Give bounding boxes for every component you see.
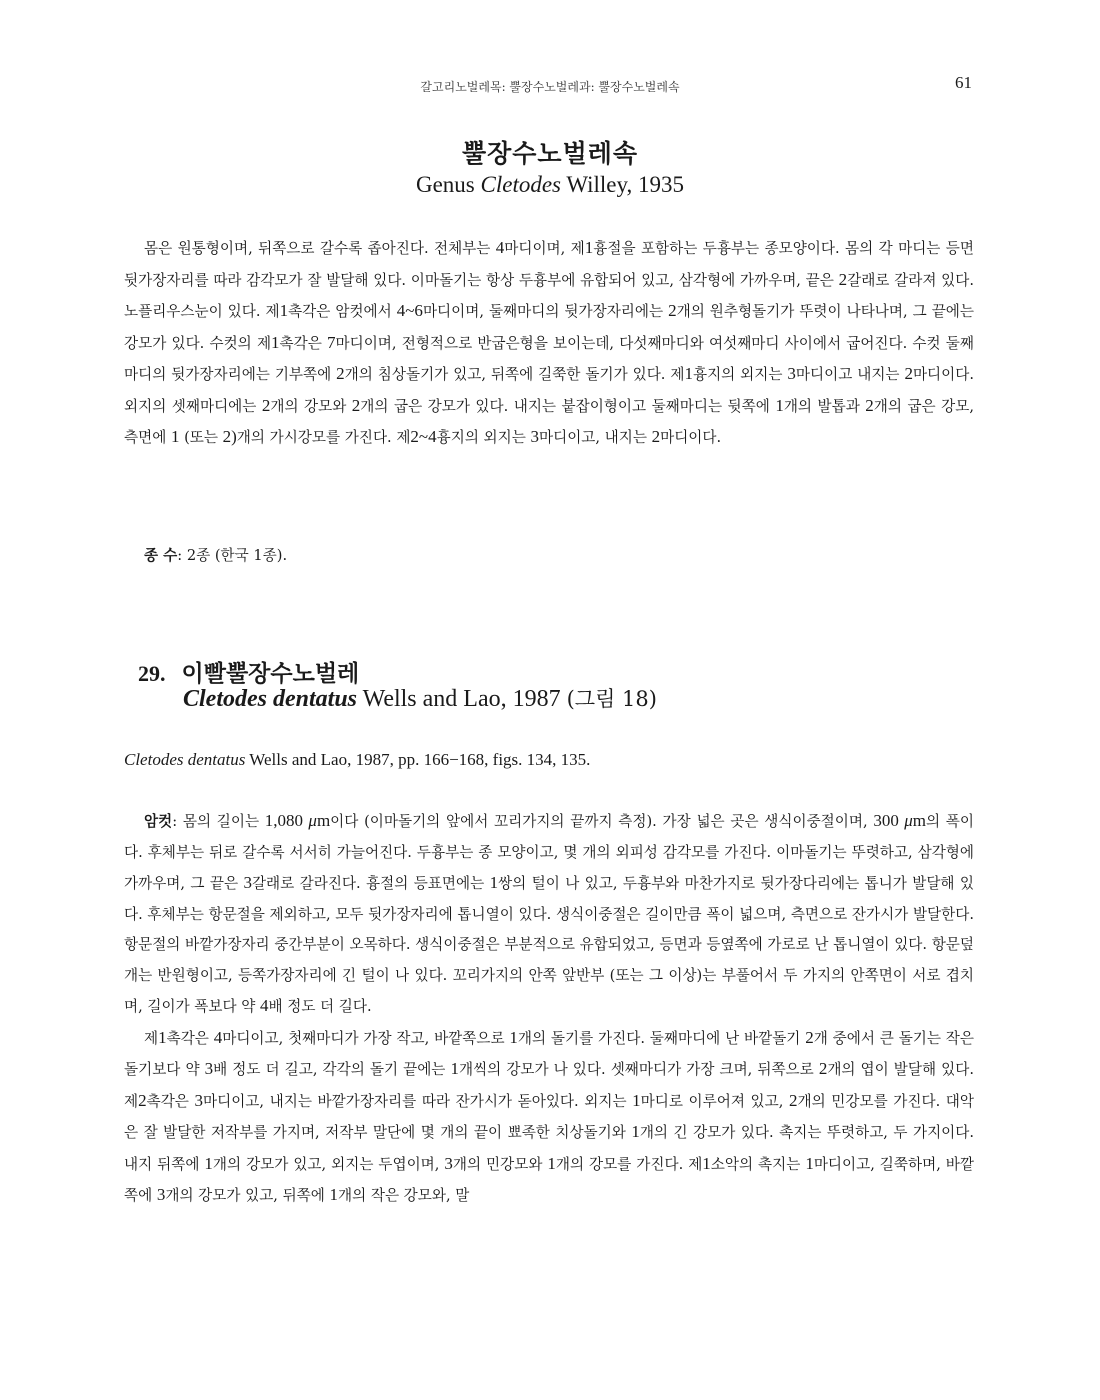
female-description — [124, 806, 974, 1212]
latin-numeral: 2 — [351, 395, 361, 415]
latin-numeral: 1 — [684, 364, 693, 383]
latin-numeral: 4~6 — [396, 301, 423, 320]
latin-numeral: 2 — [865, 395, 874, 415]
latin-numeral: 1 — [702, 1153, 711, 1173]
latin-numeral: 2 — [668, 301, 677, 320]
latin-numeral: 1 — [170, 427, 180, 446]
latin-numeral: m — [316, 811, 331, 830]
species-latin-heading — [183, 683, 657, 713]
micro-symbol: μ — [308, 811, 317, 830]
female-text: : 몸의 길이는 1,080 μm이다 (이마돌기의 앞에서 꼬리가지의 끝까지 측정). 가장 넓은 곳은 생식이중절이며, 300 μm의 폭이다. 후체부는 뒤로 갈수록 서서히 가늘어진다. 두흉부는 종 모양이고, 몇 개의 외피성 감각모를 가진다. 이마돌기는 뚜렷하고, 삼각형에 가까우며, 그 끝은 3갈래로 갈라진다. 흉절의 등표면에는 1쌍의 털이 나 있고, 두흉부와 마찬가지로 뒷가장다리에는 톱니가 발달해 있다. 후체부는 항문절을 제외하고, 모두 뒷가장자리에 톱니열이 있다. 생식이중절은 길이만큼 폭이 넓으며, 측면으로 잔가시가 발달한다. 항문절의 바깥가장자리 중간부분이 오목하다. 생식이중절은 부분적으로 유합되었고, 등면과 등옆쪽에 가로로 난 톱니열이 있다. 항문덮개는 반원형이고, 등쪽가장자리에 긴 털이 나 있다. 꼬리가지의 안쪽 앞반부 (또는 그 이상)는 부풀어서 두 가지의 안쪽면이 서로 겹치며, 길이가 폭보다 약 4배 정도 더 길다. — [124, 811, 975, 1015]
figure-reference: (그림 18) — [566, 687, 657, 711]
latin-numeral: 3 — [194, 1090, 204, 1110]
latin-numeral: 2 — [904, 364, 913, 383]
latin-numeral: m — [912, 811, 926, 830]
species-latin-name: Cletodes dentatus — [183, 686, 358, 712]
latin-numeral: 2~4 — [410, 427, 437, 446]
latin-numeral: 3 — [204, 1059, 214, 1078]
running-header: 갈고리노벌레목: 뿔장수노벌레과: 뿔장수노벌레속 — [420, 80, 680, 94]
citation-details: Wells and Lao, 1987, pp. 166−168, figs. 134, 135. — [245, 750, 591, 769]
latin-numeral: 4 — [259, 996, 269, 1015]
latin-numeral: 2 — [336, 364, 345, 383]
species-number: 29. — [138, 661, 166, 686]
citation-name: Cletodes dentatus — [124, 750, 246, 769]
latin-numeral: 1 — [547, 1153, 556, 1173]
latin-numeral: 1 — [632, 1090, 641, 1110]
latin-numeral: 1 — [271, 332, 280, 352]
latin-numeral: 2 — [805, 1027, 814, 1047]
genus-description-paragraph: 몸은 원통형이며, 뒤쪽으로 갈수록 좁아진다. 전체부는 4마디이며, 제1흉절을 포함하는 두흉부는 종모양이다. 몸의 각 마디는 등면 뒷가장자리를 따라 감각모가 잘 발달해 있다. 이마돌기는 항상 두흉부에 유합되어 있고, 삼각형에 가까우며, 끝은 2갈래로 갈라져 있다. 노플리우스눈이 있다. 제1촉각은 암컷에서 4~6마디이며, 둘째마디의 뒷가장자리에는 2개의 원추형돌기가 뚜렷이 나타나며, 그 끝에는 강모가 있다. 수컷의 제1촉각은 7마디이며, 전형적으로 반굽은형을 보이는데, 다섯째마디와 여섯째마디 사이에서 굽어진다. 수컷 둘째마디의 뒷가장자리에는 기부쪽에 2개의 침상돌기가 있고, 뒤쪽에 길쭉한 돌기가 있다. 제1흉지의 외지는 3마디이고 내지는 2마디이다. 외지의 셋째마디에는 2개의 강모와 2개의 굽은 강모가 있다. 내지는 붙잡이형이고 둘째마디는 뒷쪽에 1개의 발톱과 2개의 굽은 강모, 측면에 1 (또는 2)개의 가시강모를 가진다. 제2~4흉지의 외지는 3마디이고, 내지는 2마디이다. — [124, 238, 975, 446]
genus-latin-title — [0, 172, 1100, 198]
latin-numeral: 1 — [450, 1059, 459, 1078]
latin-numeral: 1 — [489, 873, 499, 892]
genus-latin-name: Cletodes — [480, 172, 561, 197]
latin-numeral: 1 — [509, 1027, 518, 1047]
species-korean-name: 이빨뿔장수노벌레 — [181, 661, 360, 687]
latin-numeral: 4 — [495, 238, 505, 257]
latin-numeral: 1 — [584, 238, 594, 257]
latin-numeral: 1 — [805, 1153, 814, 1173]
appendage-paragraph: 제1촉각은 4마디이고, 첫째마디가 가장 작고, 바깥쪽으로 1개의 돌기를 가진다. 둘째마디에 난 바깥돌기 2개 중에서 큰 돌기는 작은 돌기보다 약 3배 정도 더 길고, 각각의 돌기 끝에는 1개씩의 강모가 나 있다. 셋째마디가 가장 크며, 뒤쪽으로 2개의 엽이 발달해 있다. 제2촉각은 3마디이고, 내지는 바깥가장자리를 따라 잔가시가 돋아있다. 외지는 1마디로 이루어져 있고, 2개의 민강모를 가진다. 대악은 잘 발달한 저작부를 가지며, 저작부 말단에 몇 개의 끝이 뾰족한 치상돌기와 1개의 긴 강모가 있다. 촉지는 뚜렷하고, 두 가지이다. 내지 뒤쪽에 1개의 강모가 있고, 외지는 두엽이며, 3개의 민강모와 1개의 강모를 가진다. 제1소악의 촉지는 1마디이고, 길쭉하며, 바깥쪽에 3개의 강모가 있고, 뒤쪽에 1개의 작은 강모와, 말 — [124, 1027, 975, 1204]
latin-numeral: 2 — [788, 1090, 798, 1110]
page-number: 61 — [955, 73, 972, 92]
latin-numeral: 7 — [327, 332, 336, 352]
latin-numeral: 300 — [873, 811, 905, 830]
species-count-label: 종 수 — [144, 547, 178, 564]
latin-numeral: 3 — [156, 1185, 166, 1204]
genus-description — [124, 233, 974, 454]
latin-numeral: 2 — [838, 269, 848, 289]
latin-numeral: 2) — [222, 427, 237, 446]
latin-numeral: 1 — [631, 1122, 640, 1141]
latin-numeral: 1 — [204, 1153, 213, 1173]
latin-numeral: 1,080 — [264, 811, 309, 830]
latin-numeral: 1 — [775, 395, 784, 415]
latin-numeral: 2 — [818, 1059, 828, 1078]
species-count — [144, 541, 287, 571]
species-citation — [124, 745, 590, 775]
female-label: 암컷 — [144, 813, 173, 830]
latin-numeral: 1 — [158, 1027, 167, 1047]
genus-korean-title: 뿔장수노벌레속 — [461, 139, 639, 168]
latin-numeral: 3 — [787, 364, 796, 383]
latin-numeral: 2 — [261, 395, 271, 415]
species-count-value: : 2종 (한국 1종). — [177, 547, 288, 564]
species-author: Wells and Lao, 1987 — [357, 686, 567, 712]
latin-numeral: 1 — [329, 1185, 339, 1204]
latin-numeral: 2 — [651, 427, 661, 446]
latin-numeral: 3 — [444, 1153, 453, 1173]
latin-numeral: 3 — [530, 427, 539, 446]
micro-symbol: μ — [904, 811, 913, 830]
latin-numeral: 1 — [279, 301, 289, 320]
latin-numeral: 4 — [213, 1027, 223, 1047]
genus-prefix: Genus — [415, 172, 481, 197]
female-paragraph — [124, 806, 974, 1023]
latin-numeral: 2 — [138, 1090, 147, 1110]
genus-author: Willey, 1935 — [561, 172, 685, 197]
latin-numeral: 3 — [243, 873, 252, 892]
